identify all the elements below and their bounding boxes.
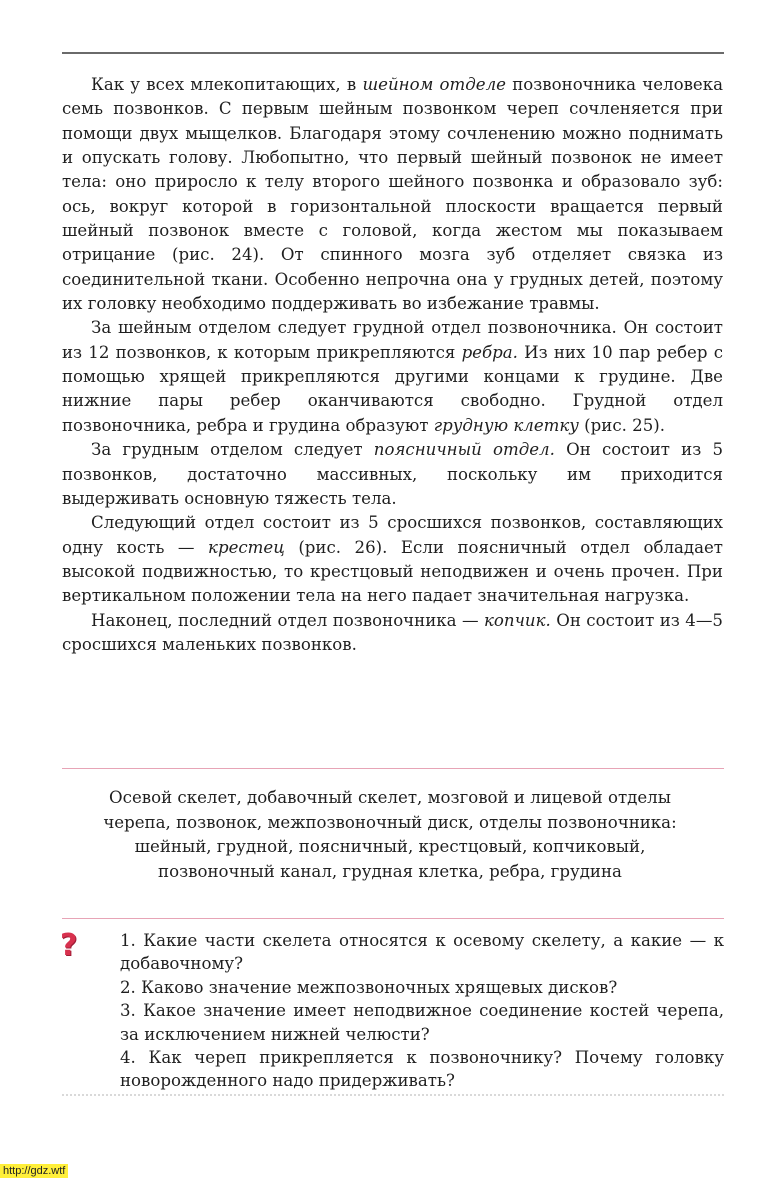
text-segment: Как у всех млекопитающих, в <box>91 75 363 94</box>
keywords-top-rule <box>62 768 724 769</box>
paragraph <box>62 609 723 658</box>
key-terms: Осевой скелет, добавочный скелет, мозговой и лицевой отделы черепа, позвонок, межпозвоночный диск, отделы позвоночника: шейный, грудной, поясничный, крестцовый, копчиковый, позвоночный канал, грудная клетка, ребра, грудина <box>103 788 677 881</box>
source-link[interactable]: http://gdz.wtf <box>0 1164 68 1178</box>
emphasized-term: шейном отделе <box>362 75 506 94</box>
emphasized-term: грудную клетку <box>433 415 579 435</box>
emphasized-term: копчик. <box>484 610 551 630</box>
header-rule <box>62 52 724 54</box>
paragraph <box>62 511 723 608</box>
paragraph <box>62 316 723 438</box>
text-segment: Он состоит из 5 позвонков, достаточно массивных, поскольку им приходится выдерживать основную тяжесть тела. <box>62 440 723 508</box>
emphasized-term: поясничный отдел. <box>373 440 555 460</box>
paragraph <box>62 438 723 511</box>
main-text <box>62 73 723 657</box>
review-questions <box>96 929 724 1093</box>
keywords-bottom-rule <box>62 918 724 919</box>
text-segment: позвоночника человека семь позвонков. С первым шейным позвонком череп сочленяется при помощи двух мыщелков. Благодаря этому сочленению можно поднимать и опускать голову. Любопытно, что первый шейный позвонок не имеет тела: оно приросло к телу второго шейного позвонка и образовало зуб: ось, вокруг которой в горизонтальной плоскости вращается первый шейный позвонок вместе с головой, когда жестом мы показываем отрицание (рис. 24). От спинного мозга зуб отделяет связка из соединительной ткани. Особенно непрочна она у грудных детей, поэтому их головку необходимо поддерживать во избежание травмы. <box>62 75 723 314</box>
emphasized-term: крестец <box>208 537 285 557</box>
question-mark-icon: ? <box>60 928 78 963</box>
paragraph <box>62 73 723 316</box>
text-segment: Следующий отдел состоит из 5 сросшихся позвонков, составляющих одну кость — <box>62 513 723 557</box>
question-item: 1. Какие части скелета относятся к осевому скелету, а какие — к добавочному? <box>120 931 724 974</box>
emphasized-term: ребра. <box>461 342 518 362</box>
text-segment: (рис. 25). <box>578 415 666 435</box>
text-segment: За грудным отделом следует <box>91 440 374 460</box>
text-segment: Наконец, последний отдел позвоночника — <box>91 610 484 630</box>
text-segment: Он состоит из 4—5 сросшихся маленьких позвонков. <box>62 610 723 654</box>
text-segment: Из них 10 пар ребер с помощью хрящей прикрепляются другими концами к грудине. Две нижние пары ребер оканчиваются свободно. Грудной отдел позвоночника, ребра и грудина образуют <box>62 342 723 435</box>
text-segment: (рис. 26). Если поясничный отдел обладает высокой подвижностью, то крестцовый неподвижен и очень прочен. При вертикальном положении тела на него падает значительная нагрузка. <box>62 537 723 606</box>
question-item: 2. Каково значение межпозвоночных хрящевых дисков? <box>120 977 618 997</box>
question-item: 3. Какое значение имеет неподвижное соединение костей черепа, за исключением нижней челюсти? <box>120 1001 724 1044</box>
text-segment: За шейным отделом следует грудной отдел позвоночника. Он состоит из 12 позвонков, к которым прикрепляются <box>62 318 723 362</box>
footer-dotted-rule <box>62 1094 724 1096</box>
question-item: 4. Как череп прикрепляется к позвоночнику? Почему головку новорожденного надо придерживать? <box>120 1048 724 1091</box>
